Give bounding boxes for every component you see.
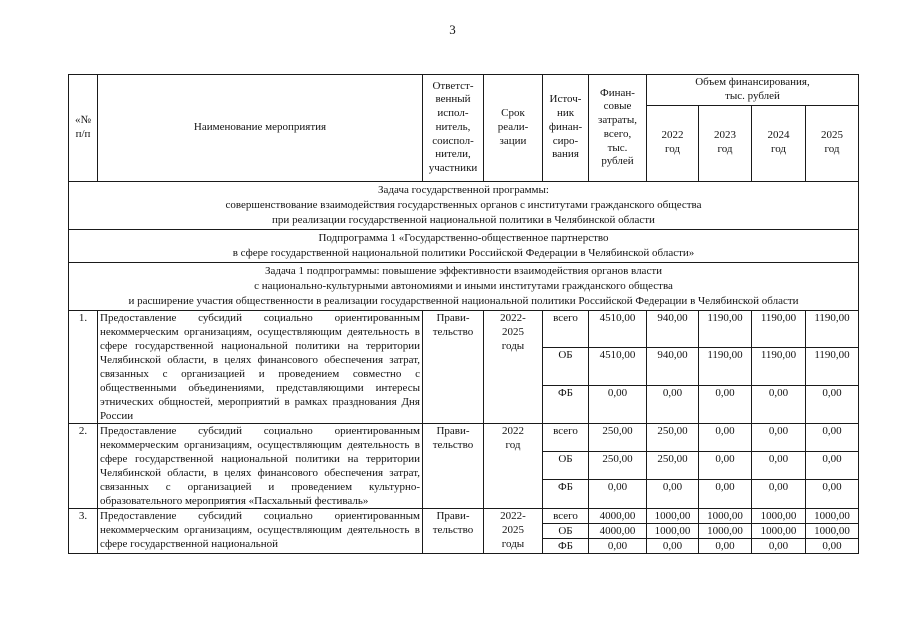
y2022-cell: 1000,00 bbox=[647, 523, 699, 538]
header-total: Финан- совые затраты, всего, тыс. рублей bbox=[589, 75, 647, 182]
source-cell: ОБ bbox=[543, 523, 589, 538]
source-cell: ФБ bbox=[543, 480, 589, 508]
y2025-cell: 1000,00 bbox=[806, 508, 859, 523]
source-cell: всего bbox=[543, 310, 589, 348]
financing-table bbox=[68, 74, 859, 554]
y2022-cell: 0,00 bbox=[647, 385, 699, 423]
y2023-cell: 0,00 bbox=[699, 538, 752, 553]
y2022-cell: 250,00 bbox=[647, 423, 699, 451]
y2022-cell: 940,00 bbox=[647, 348, 699, 386]
header-year: 2025 год bbox=[806, 105, 859, 181]
row-number: 3. bbox=[69, 508, 98, 553]
y2024-cell: 0,00 bbox=[752, 451, 806, 479]
source-cell: ФБ bbox=[543, 538, 589, 553]
header-year: 2023 год bbox=[699, 105, 752, 181]
y2023-cell: 1190,00 bbox=[699, 310, 752, 348]
y2023-cell: 0,00 bbox=[699, 385, 752, 423]
source-cell: ФБ bbox=[543, 385, 589, 423]
measure-name: Предоставление субсидий социально ориентированным некоммерческим организациям, осуществляющим деятельность в сфере государственной национальной политики на территории Челябинской области, в целях финансового обеспечения затрат, связанных с организацией и проведением культурно-образовательного мероприятия «Пасхальный фестиваль» bbox=[98, 423, 423, 508]
y2022-cell: 250,00 bbox=[647, 451, 699, 479]
y2023-cell: 0,00 bbox=[699, 451, 752, 479]
y2025-cell: 0,00 bbox=[806, 385, 859, 423]
y2022-cell: 1000,00 bbox=[647, 508, 699, 523]
header-term: Срок реали- зации bbox=[484, 75, 543, 182]
y2023-cell: 1190,00 bbox=[699, 348, 752, 386]
y2024-cell: 0,00 bbox=[752, 423, 806, 451]
y2022-cell: 940,00 bbox=[647, 310, 699, 348]
executor: Прави- тельство bbox=[423, 508, 484, 553]
y2025-cell: 1000,00 bbox=[806, 523, 859, 538]
y2025-cell: 1190,00 bbox=[806, 310, 859, 348]
total-cell: 0,00 bbox=[589, 480, 647, 508]
executor: Прави- тельство bbox=[423, 310, 484, 423]
term: 2022- 2025 годы bbox=[484, 508, 543, 553]
total-cell: 4000,00 bbox=[589, 508, 647, 523]
row-number: 1. bbox=[69, 310, 98, 423]
page-number: 3 bbox=[449, 22, 456, 37]
y2024-cell: 0,00 bbox=[752, 538, 806, 553]
y2025-cell: 0,00 bbox=[806, 480, 859, 508]
section-task-program: Задача государственной программы: совершенствование взаимодействия государственных органов с институтами гражданского общества при реализации государственной национальной политики в Челябинской области bbox=[69, 181, 859, 229]
source-cell: всего bbox=[543, 423, 589, 451]
y2025-cell: 0,00 bbox=[806, 538, 859, 553]
y2024-cell: 0,00 bbox=[752, 385, 806, 423]
y2024-cell: 1190,00 bbox=[752, 310, 806, 348]
total-cell: 4510,00 bbox=[589, 310, 647, 348]
y2023-cell: 0,00 bbox=[699, 480, 752, 508]
section-task-subprogram: Задача 1 подпрограммы: повышение эффективности взаимодействия органов власти с национально-культурными автономиями и иными институтами гражданского общества и расширение участия общественности в реализации государственной национальной политики Российской Федерации в Челябинской области bbox=[69, 262, 859, 310]
y2024-cell: 1000,00 bbox=[752, 523, 806, 538]
source-cell: ОБ bbox=[543, 451, 589, 479]
section-subprogram: Подпрограмма 1 «Государственно-общественное партнерство в сфере государственной национальной политики Российской Федерации в Челябинской области» bbox=[69, 229, 859, 262]
term: 2022 год bbox=[484, 423, 543, 508]
y2024-cell: 1000,00 bbox=[752, 508, 806, 523]
total-cell: 0,00 bbox=[589, 538, 647, 553]
header-num: «№ п/п bbox=[69, 75, 98, 182]
measure-name: Предоставление субсидий социально ориентированным некоммерческим организациям, осуществляющим деятельность в сфере государственной национальной bbox=[98, 508, 423, 553]
total-cell: 4510,00 bbox=[589, 348, 647, 386]
y2023-cell: 0,00 bbox=[699, 423, 752, 451]
y2022-cell: 0,00 bbox=[647, 480, 699, 508]
table-row bbox=[69, 508, 859, 523]
table-row bbox=[69, 310, 859, 348]
y2023-cell: 1000,00 bbox=[699, 508, 752, 523]
table-row bbox=[69, 423, 859, 451]
y2025-cell: 0,00 bbox=[806, 423, 859, 451]
y2023-cell: 1000,00 bbox=[699, 523, 752, 538]
source-cell: ОБ bbox=[543, 348, 589, 386]
term: 2022- 2025 годы bbox=[484, 310, 543, 423]
y2025-cell: 0,00 bbox=[806, 451, 859, 479]
header-volume: Объем финансирования, тыс. рублей bbox=[647, 75, 859, 106]
total-cell: 4000,00 bbox=[589, 523, 647, 538]
total-cell: 250,00 bbox=[589, 423, 647, 451]
measure-name: Предоставление субсидий социально ориентированным некоммерческим организациям, осуществляющим деятельность в сфере государственной национальной политики на территории Челябинской области, в целях финансового обеспечения затрат, связанных с организацией и проведением совместно с общественными объединениями, представляющими интересы этнических общностей, мероприятий в рамках празднования Дня России bbox=[98, 310, 423, 423]
header-year: 2024 год bbox=[752, 105, 806, 181]
source-cell: всего bbox=[543, 508, 589, 523]
header-source: Источ- ник финан- сиро- вания bbox=[543, 75, 589, 182]
header-executor: Ответст- венный испол- нитель, соиспол- нители, участники bbox=[423, 75, 484, 182]
y2022-cell: 0,00 bbox=[647, 538, 699, 553]
y2025-cell: 1190,00 bbox=[806, 348, 859, 386]
header-name: Наименование мероприятия bbox=[98, 75, 423, 182]
total-cell: 250,00 bbox=[589, 451, 647, 479]
y2024-cell: 0,00 bbox=[752, 480, 806, 508]
row-number: 2. bbox=[69, 423, 98, 508]
y2024-cell: 1190,00 bbox=[752, 348, 806, 386]
executor: Прави- тельство bbox=[423, 423, 484, 508]
total-cell: 0,00 bbox=[589, 385, 647, 423]
header-year: 2022 год bbox=[647, 105, 699, 181]
